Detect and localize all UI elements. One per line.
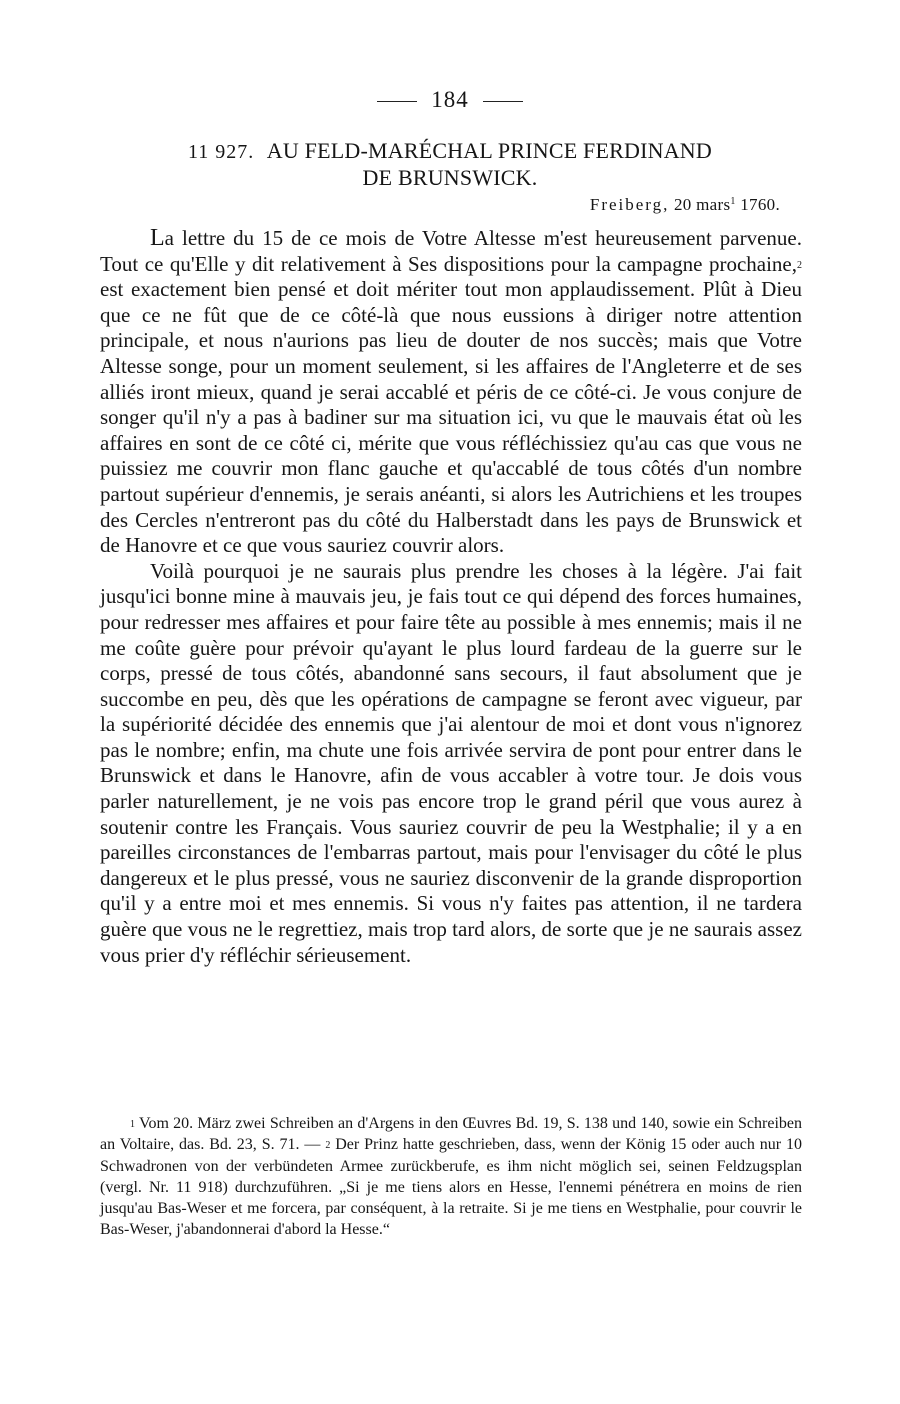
letter-number: 11 927. (188, 141, 255, 163)
footnote-2-mark: 2 (325, 1140, 331, 1152)
letter-heading (100, 138, 800, 190)
paragraph-1-text-b: est exactement bien pensé et doit mériter tout mon applaudissement. Plût à Dieu que ce ne fût que de ce côté-là que nous eussions à diriger notre attention principale, et nous n'aurions pas lieu de douter de nos succès; mais que Votre Altesse songe, pour un moment seulement, si les affaires de l'Angleterre et de ses alliés iront mieux, quand je serai accablé et péris de ce côté-ci. Je vous conjure de songer qu'il n'y a pas à badiner sur ma situation ici, vu que le mauvais état où les affaires en sont de ce côté ci, mérite que vous réfléchissiez qu'au cas que vous ne puissiez me couvrir mon flanc gauche et qu'accablé de tous côtés d'un nombre partout supérieur d'ennemis, je serais anéanti, si alors les Autrichiens et les troupes des Cercles n'entreront pas du côté du Halberstadt dans les pays de Brunswick et de Hanovre et ce que vous sauriez couvrir alors. (100, 277, 802, 558)
letter-title-line-2: DE BRUNSWICK. (362, 165, 538, 190)
letter-body (100, 226, 802, 968)
page-number-dash-right (483, 101, 523, 102)
letter-title-line-1: AU FELD-MARÉCHAL PRINCE FERDINAND (266, 138, 712, 163)
paragraph-1-footnote-mark: 2 (797, 259, 802, 271)
footnote-1-mark: 1 (130, 1119, 135, 1130)
page-number-text: 184 (431, 87, 469, 112)
paragraph-2: Voilà pourquoi je ne saurais plus prendre les choses à la légère. J'ai fait jusqu'ici bonne mine à mauvais jeu, je fais tout ce qui dépend des forces humaines, pour redresser mes affaires et pour faire tête au possible à mes ennemis; mais il ne me coûte guère pour prévoir qu'ayant le plus lourd fardeau de la guerre sur le corps, pressé de tous côtés, abandonné sans secours, il faut absolument que je succombe en peu, dès que les opérations de campagne se feront avec vigueur, par la supériorité décidée des ennemis que j'ai alentour de moi et dont vous n'ignorez pas le nombre; enfin, ma chute une fois arrivée servira de pont pour entrer dans le Brunswick et dans le Hanovre, afin de vous accabler à votre tour. Je dois vous parler naturellement, je ne vois pas encore trop le grand péril que vous aurez à soutenir contre les Français. Vous sauriez couvrir de peu la Westphalie; il y a en pareilles circonstances de l'embarras partout, mais pour l'envisager du côté le plus dangereux et le plus pressé, vous ne sauriez disconvenir de la grande disproportion qu'il y a entre moi et mes ennemis. Si vous n'y faites pas attention, il ne tardera guère que vous ne le regrettiez, mais trop tard alors, de sorte que je ne saurais assez vous prier d'y réfléchir sérieusement. (100, 558, 802, 967)
footnote-2-text: Der Prinz hatte geschrieben, dass, wenn der König 15 oder auch nur 10 Schwadronen von der verbündeten Armee zurückberufe, es ihm nicht möglich sei, seinen Feldzugsplan (vergl. Nr. 11 918) durchzuführen. „Si je me tiens alors en Hesse, l'ennemi pénétrera en moins de rien jusqu'au Bas-Weser et me forcera, par conséquent, à la retraite. Si je me tiens en Westphalie, pour couvrir le Bas-Weser, j'abandonnerai d'abord la Hesse.“ (100, 1136, 803, 1239)
paragraph-1-text-a: a lettre du 15 de ce mois de Votre Altesse m'est heureusement parvenue. Tout ce qu'Elle y dit relativement à Ses dispositions pour la campagne prochaine, (100, 226, 802, 276)
dateline-year: 1760. (740, 195, 780, 214)
dateline-footnote-mark: 1 (730, 196, 736, 207)
dateline-place: Freiberg, (589, 195, 670, 214)
footnote-1-text: Vom 20. März zwei Schreiben an d'Argens in den Œuvres Bd. 19, S. 138 und 140, sowie ein Schreiben an Voltaire, das. Bd. 23, S. 71. — (100, 1115, 802, 1154)
heading-line-1 (100, 138, 800, 165)
paragraph-1-initial: L (150, 225, 165, 251)
page-number-dash-left (377, 101, 417, 102)
dateline-date: 20 mars (673, 195, 731, 214)
footnote-block (100, 1113, 802, 1241)
paragraph-1 (100, 226, 802, 559)
footnotes (100, 1113, 802, 1241)
page-number (0, 87, 900, 113)
dateline (100, 195, 780, 215)
